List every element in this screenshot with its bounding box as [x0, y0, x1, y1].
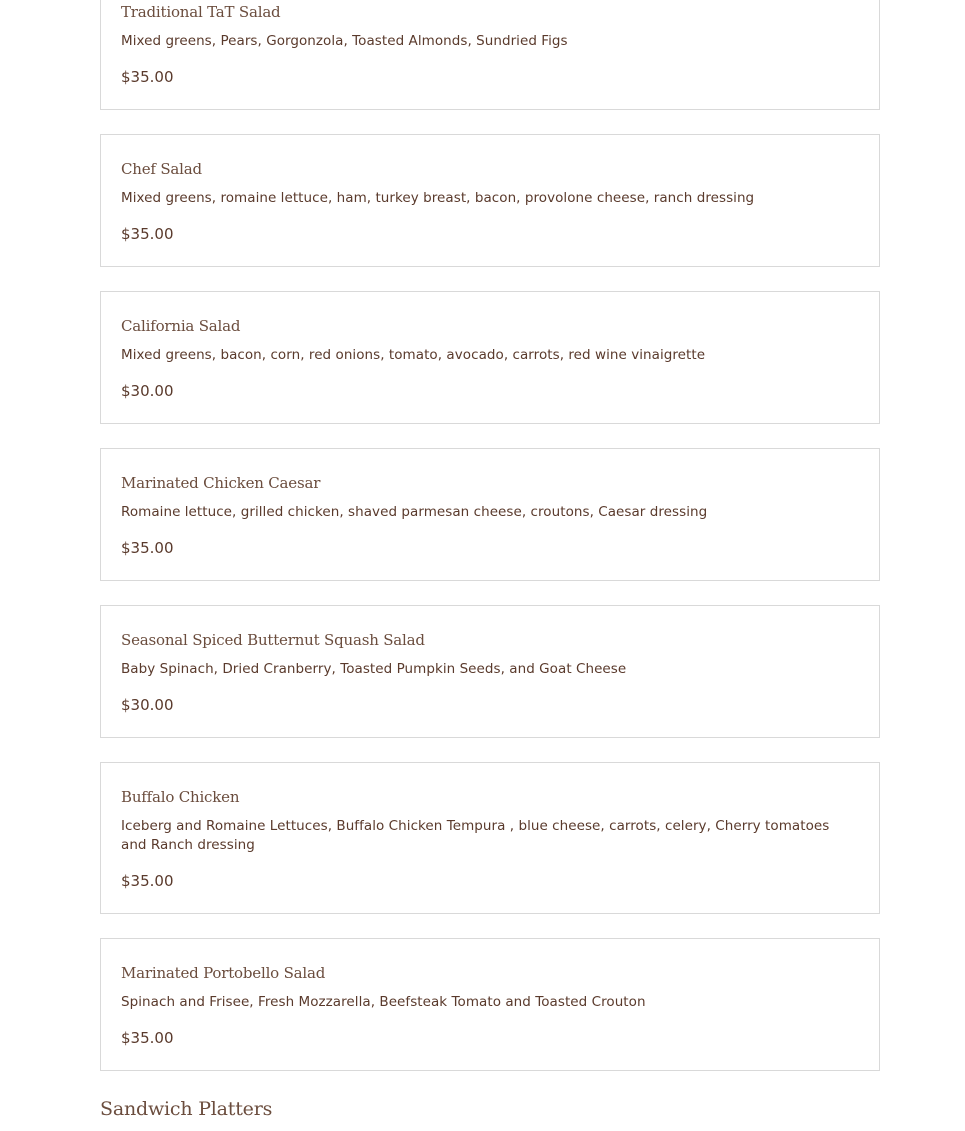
- menu-item-description: Spinach and Frisee, Fresh Mozzarella, Beefsteak Tomato and Toasted Crouton: [121, 994, 646, 1010]
- menu-item-price: $35.00: [121, 68, 174, 86]
- menu-item-description: Iceberg and Romaine Lettuces, Buffalo Chicken Tempura , blue cheese, carrots, celery, Cherry tomatoes and Ranch dressing: [121, 818, 830, 853]
- menu-item-name: California Salad: [121, 317, 241, 335]
- menu-item-price: $35.00: [121, 1029, 174, 1047]
- menu-item-price: $30.00: [121, 382, 174, 400]
- menu-item-description: Mixed greens, romaine lettuce, ham, turkey breast, bacon, provolone cheese, ranch dressing: [121, 190, 755, 206]
- menu-item-card: [100, 938, 880, 1071]
- menu-item-card: [100, 762, 880, 914]
- menu-item-description: Mixed greens, bacon, corn, red onions, tomato, avocado, carrots, red wine vinaigrette: [121, 347, 706, 363]
- menu-item-price: $35.00: [121, 539, 174, 557]
- menu-item-card: [100, 291, 880, 424]
- menu-item-description: Baby Spinach, Dried Cranberry, Toasted Pumpkin Seeds, and Goat Cheese: [121, 661, 627, 677]
- menu-item-card: [100, 134, 880, 267]
- menu-item-name: Traditional TaT Salad: [121, 3, 281, 21]
- menu-item-description: Mixed greens, Pears, Gorgonzola, Toasted Almonds, Sundried Figs: [121, 33, 568, 49]
- menu-item-price: $35.00: [121, 872, 174, 890]
- menu-item-description: Romaine lettuce, grilled chicken, shaved parmesan cheese, croutons, Caesar dressing: [121, 504, 708, 520]
- menu-item-card: [100, 0, 880, 110]
- menu-item-price: $35.00: [121, 225, 174, 243]
- section-title: Sandwich Platters: [100, 1098, 273, 1120]
- menu-item-name: Seasonal Spiced Butternut Squash Salad: [121, 631, 425, 649]
- menu-item-card: [100, 448, 880, 581]
- menu-item-name: Marinated Portobello Salad: [121, 964, 326, 982]
- menu-item-name: Buffalo Chicken: [121, 788, 240, 806]
- menu-item-name: Chef Salad: [121, 160, 202, 178]
- menu-item-name: Marinated Chicken Caesar: [121, 474, 321, 492]
- menu-item-card: [100, 605, 880, 738]
- menu-item-price: $30.00: [121, 696, 174, 714]
- menu-item-list: [100, 0, 880, 1095]
